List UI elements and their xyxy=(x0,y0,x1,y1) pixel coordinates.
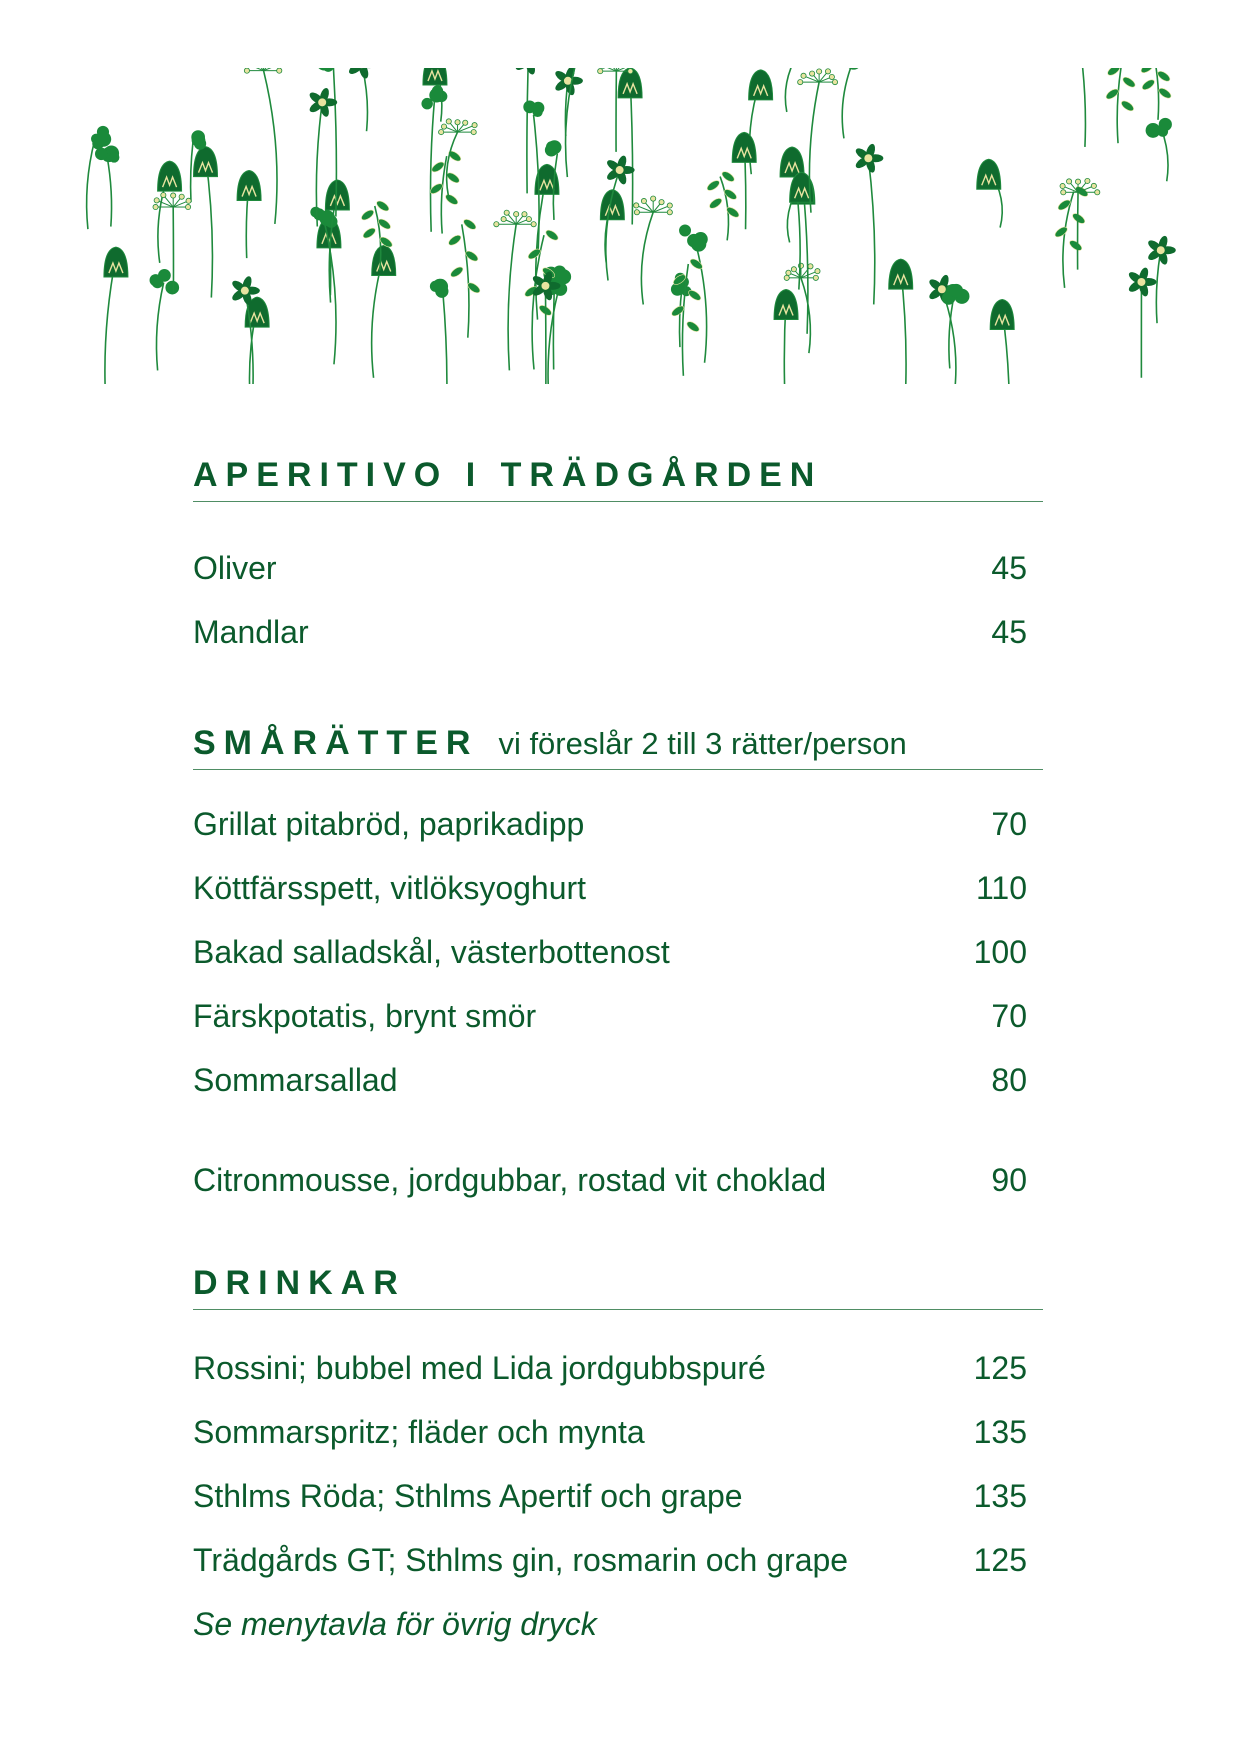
item-price: 135 xyxy=(973,1478,1027,1514)
item-name: Sommarsallad xyxy=(193,1062,398,1098)
item-list xyxy=(193,548,1043,676)
item-name: Färskpotatis, brynt smör xyxy=(193,998,537,1034)
menu-item xyxy=(193,996,1043,1060)
item-name: Rossini; bubbel med Lida jordgubbspuré xyxy=(193,1350,766,1386)
item-name: Bakad salladskål, västerbottenost xyxy=(193,934,670,970)
section-note: vi föreslår 2 till 3 rätter/person xyxy=(498,726,907,761)
item-price: 125 xyxy=(973,1350,1027,1386)
item-price: 80 xyxy=(991,1062,1027,1098)
section-title xyxy=(193,1264,1043,1310)
menu-item xyxy=(193,1540,1043,1604)
section-smaratter xyxy=(193,724,1043,1224)
item-price: 135 xyxy=(973,1414,1027,1450)
section-title xyxy=(193,456,1043,502)
footnote: Se menytavla för övrig dryck xyxy=(193,1606,597,1642)
item-name: Grillat pitabröd, paprikadipp xyxy=(193,806,585,842)
menu-item xyxy=(193,612,1043,676)
section-title xyxy=(193,724,1043,770)
botanical-banner xyxy=(68,68,1178,384)
section-drinkar xyxy=(193,1264,1043,1644)
menu xyxy=(193,456,1043,1644)
item-price: 70 xyxy=(991,806,1027,842)
item-price: 90 xyxy=(991,1162,1027,1198)
item-name: Citronmousse, jordgubbar, rostad vit choklad xyxy=(193,1162,827,1198)
item-name: Köttfärsspett, vitlöksyoghurt xyxy=(193,870,587,906)
section-heading: DRINKAR xyxy=(193,1264,406,1302)
item-price: 100 xyxy=(973,934,1027,970)
menu-item xyxy=(193,868,1043,932)
item-price: 70 xyxy=(991,998,1027,1034)
item-name: Sthlms Röda; Sthlms Apertif och grape xyxy=(193,1478,743,1514)
menu-item xyxy=(193,1348,1043,1412)
item-price: 45 xyxy=(991,550,1027,586)
item-price: 45 xyxy=(991,614,1027,650)
dessert-item xyxy=(193,1160,1043,1224)
item-name: Sommarspritz; fläder och mynta xyxy=(193,1414,645,1450)
item-list xyxy=(193,804,1043,1224)
item-name: Mandlar xyxy=(193,614,309,650)
menu-item xyxy=(193,804,1043,868)
section-heading: APERITIVO I TRÄDGÅRDEN xyxy=(193,456,823,494)
menu-item xyxy=(193,1476,1043,1540)
item-name: Trädgårds GT; Sthlms gin, rosmarin och grape xyxy=(193,1542,849,1578)
item-name: Oliver xyxy=(193,550,277,586)
wildflower-pattern-icon xyxy=(68,68,1178,384)
item-list xyxy=(193,1348,1043,1604)
menu-item xyxy=(193,932,1043,996)
menu-item xyxy=(193,1412,1043,1476)
item-price: 110 xyxy=(975,870,1027,906)
menu-item xyxy=(193,548,1043,612)
item-price: 125 xyxy=(973,1542,1027,1578)
menu-item xyxy=(193,1060,1043,1124)
section-aperitivo xyxy=(193,456,1043,676)
section-heading: SMÅRÄTTER xyxy=(193,724,479,762)
